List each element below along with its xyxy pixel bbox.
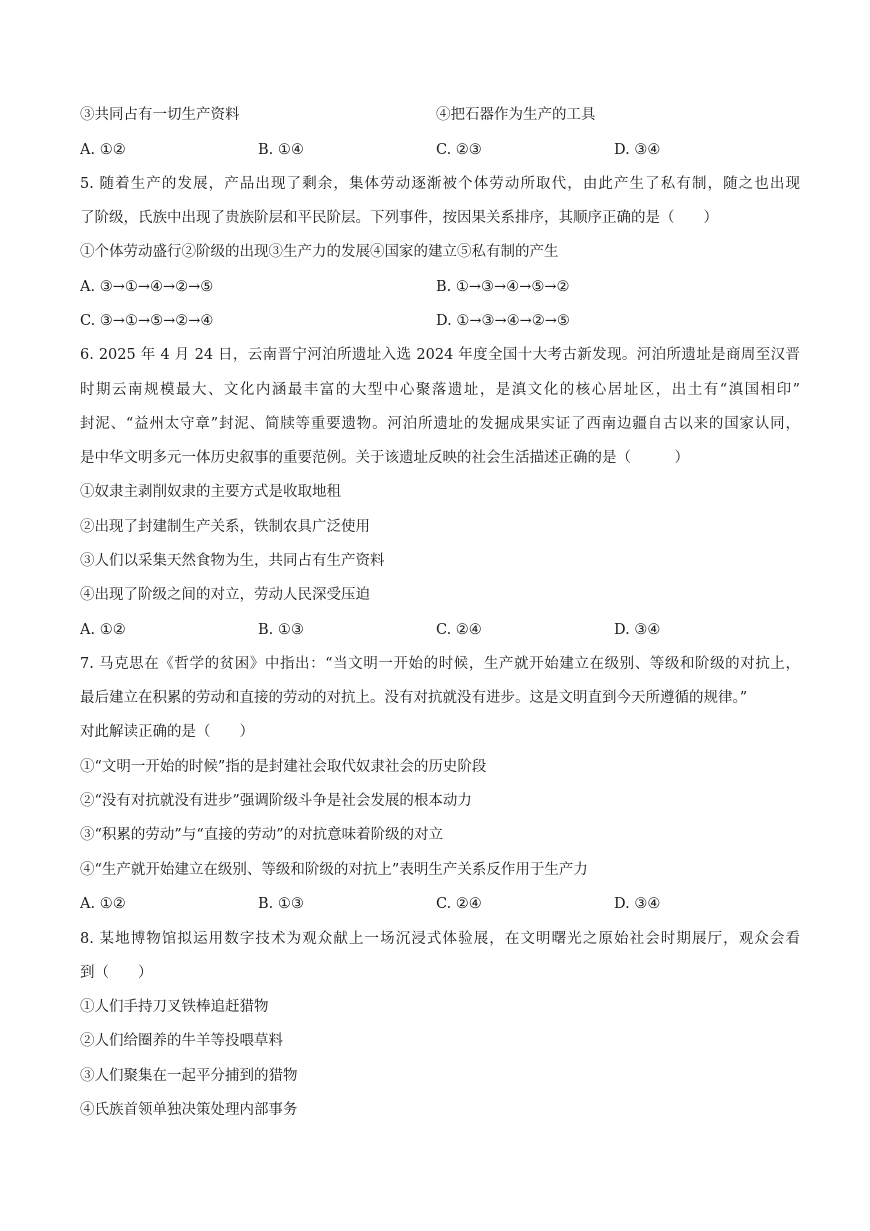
q4-option-c[interactable]: C. ②③ <box>436 142 482 158</box>
q7-item-1: ①“文明一开始的时候”指的是封建社会取代奴隶社会的历史阶段 <box>80 759 487 775</box>
q7-option-a[interactable]: A. ①② <box>80 896 126 912</box>
q8-stem-line-1: 8. 某地博物馆拟运用数字技术为观众献上一场沉浸式体验展，在文明曙光之原始社会时期展厅，观众会看 <box>80 931 800 947</box>
q8-stem-line-2: 到（ ） <box>80 965 153 981</box>
q5-stem-line-1: 5. 随着生产的发展，产品出现了剩余，集体劳动逐渐被个体劳动所取代，由此产生了私有制，随之也出现 <box>80 176 800 192</box>
q7-option-d[interactable]: D. ③④ <box>614 896 661 912</box>
q6-item-1: ①奴隶主剥削奴隶的主要方式是收取地租 <box>80 484 341 500</box>
q8-item-2: ②人们给圈养的牛羊等投喂草料 <box>80 1033 283 1049</box>
q8-item-1: ①人们手持刀叉铁棒追赶猎物 <box>80 999 269 1015</box>
q7-option-b[interactable]: B. ①③ <box>258 896 304 912</box>
q5-items: ①个体劳动盛行②阶级的出现③生产力的发展④国家的建立⑤私有制的产生 <box>80 244 559 260</box>
q7-stem-line-1: 7. 马克思在《哲学的贫困》中指出：“当文明一开始的时候，生产就开始建立在级别、等级和阶级的对抗上， <box>80 656 800 672</box>
q4-item-3: ③共同占有一切生产资料 <box>80 107 240 123</box>
q4-option-d[interactable]: D. ③④ <box>614 142 661 158</box>
q5-option-b[interactable]: B. ①→③→④→⑤→② <box>436 279 570 295</box>
q6-option-d[interactable]: D. ③④ <box>614 622 661 638</box>
q6-item-3: ③人们以采集天然食物为生，共同占有生产资料 <box>80 553 385 569</box>
q4-item-4: ④把石器作为生产的工具 <box>436 107 596 123</box>
q6-stem-line-1: 6. 2025 年 4 月 24 日，云南晋宁河泊所遗址入选 2024 年度全国十大考古新发现。河泊所遗址是商周至汉晋 <box>80 347 800 363</box>
q8-item-3: ③人们聚集在一起平分捕到的猎物 <box>80 1068 298 1084</box>
q6-item-4: ④出现了阶级之间的对立，劳动人民深受压迫 <box>80 587 370 603</box>
q6-stem-line-2: 时期云南规模最大、文化内涵最丰富的大型中心聚落遗址，是滇文化的核心居址区，出土有“滇国相印” <box>80 382 800 398</box>
q5-stem-line-2: 了阶级，氏族中出现了贵族阶层和平民阶层。下列事件，按因果关系排序，其顺序正确的是（ ） <box>80 210 718 226</box>
q6-option-b[interactable]: B. ①③ <box>258 622 304 638</box>
q6-item-2: ②出现了封建制生产关系，铁制农具广泛使用 <box>80 519 370 535</box>
q6-option-a[interactable]: A. ①② <box>80 622 126 638</box>
q7-item-4: ④“生产就开始建立在级别、等级和阶级的对抗上”表明生产关系反作用于生产力 <box>80 862 588 878</box>
q6-option-c[interactable]: C. ②④ <box>436 622 482 638</box>
q5-option-c[interactable]: C. ③→①→⑤→②→④ <box>80 313 214 329</box>
q7-option-c[interactable]: C. ②④ <box>436 896 482 912</box>
q7-item-2: ②“没有对抗就没有进步”强调阶级斗争是社会发展的根本动力 <box>80 793 472 809</box>
q5-option-d[interactable]: D. ①→③→④→②→⑤ <box>436 313 570 329</box>
q4-option-b[interactable]: B. ①④ <box>258 142 304 158</box>
q5-option-a[interactable]: A. ③→①→④→②→⑤ <box>80 279 214 295</box>
q4-option-a[interactable]: A. ①② <box>80 142 126 158</box>
q8-item-4: ④氏族首领单独决策处理内部事务 <box>80 1102 298 1118</box>
q7-stem-line-2: 最后建立在积累的劳动和直接的劳动的对抗上。没有对抗就没有进步。这是文明直到今天所遵循的规律。” <box>80 690 748 706</box>
q7-item-3: ③“积累的劳动”与“直接的劳动”的对抗意味着阶级的对立 <box>80 827 444 843</box>
q6-stem-line-3: 封泥、“益州太守章”封泥、简牍等重要遗物。河泊所遗址的发掘成果实证了西南边疆自古以来的国家认同， <box>80 416 800 432</box>
q7-stem-line-3: 对此解读正确的是（ ） <box>80 724 254 740</box>
q6-stem-line-4: 是中华文明多元一体历史叙事的重要范例。关于该遗址反映的社会生活描述正确的是（ ） <box>80 450 689 466</box>
